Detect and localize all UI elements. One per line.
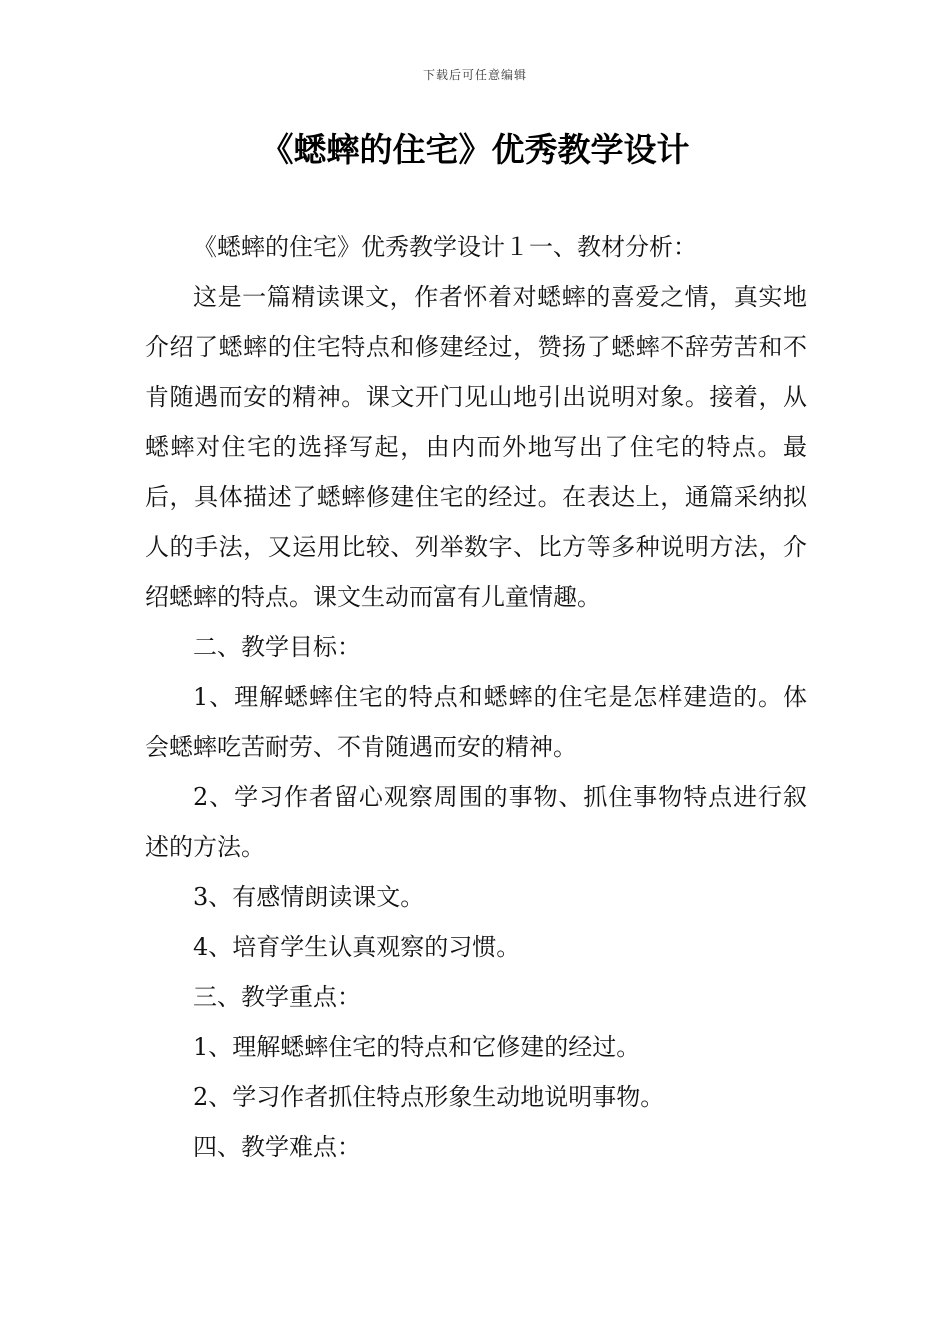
document-body bbox=[145, 222, 807, 1172]
paragraph-goal-3: 3、有感情朗读课文。 bbox=[193, 883, 425, 911]
paragraph-focus-2: 2、学习作者抓住特点形象生动地说明事物。 bbox=[193, 1083, 665, 1111]
header-note: 下载后可任意编辑 bbox=[422, 68, 527, 82]
paragraph-goals-heading: 二、教学目标： bbox=[193, 633, 361, 661]
paragraph-goal-1: 1、理解蟋蟀住宅的特点和蟋蟀的住宅是怎样建造的。体会蟋蟀吃苦耐劳、不肯随遇而安的精神。 bbox=[145, 683, 807, 761]
paragraph-goal-2: 2、学习作者留心观察周围的事物、抓住事物特点进行叙述的方法。 bbox=[145, 783, 807, 861]
paragraph-focus-1: 1、理解蟋蟀住宅的特点和它修建的经过。 bbox=[193, 1033, 641, 1061]
paragraph-analysis: 这是一篇精读课文，作者怀着对蟋蟀的喜爱之情，真实地介绍了蟋蟀的住宅特点和修建经过，赞扬了蟋蟀不辞劳苦和不肯随遇而安的精神。课文开门见山地引出说明对象。接着，从蟋蟀对住宅的选择写起，由内而外地写出了住宅的特点。最后，具体描述了蟋蟀修建住宅的经过。在表达上，通篇采纳拟人的手法，又运用比较、列举数字、比方等多种说明方法，介绍蟋蟀的特点。课文生动而富有儿童情趣。 bbox=[145, 283, 807, 611]
document-title: 《蟋蟀的住宅》优秀教学设计 bbox=[260, 130, 690, 169]
paragraph-focus-heading: 三、教学重点： bbox=[193, 983, 361, 1011]
paragraph-goal-4: 4、培育学生认真观察的习惯。 bbox=[193, 933, 521, 961]
paragraph-difficulty-heading: 四、教学难点： bbox=[193, 1133, 361, 1161]
paragraph-intro-heading: 《蟋蟀的住宅》优秀教学设计１一、教材分析： bbox=[193, 233, 697, 261]
